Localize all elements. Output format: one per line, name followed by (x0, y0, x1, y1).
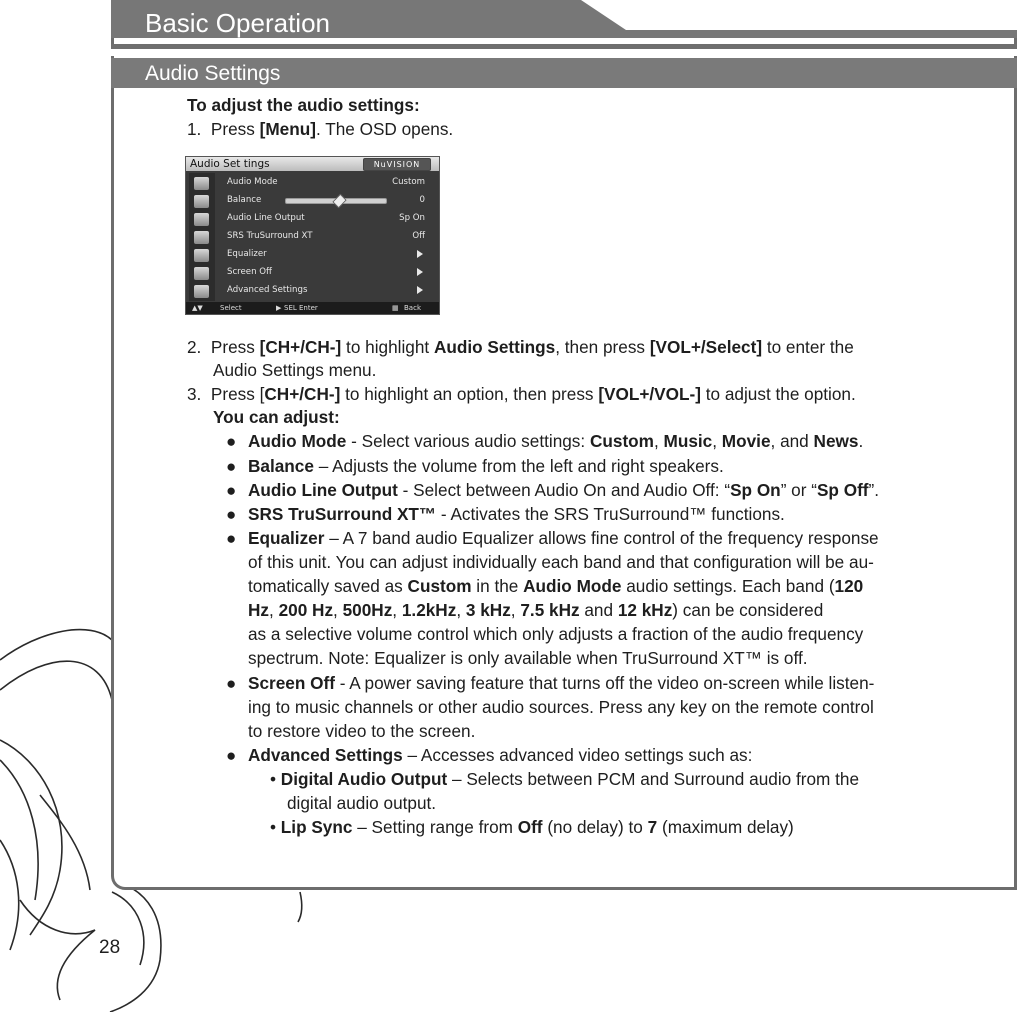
bullet-srs: SRS TruSurround XT™ - Activates the SRS TruSurround™ functions. (248, 504, 785, 524)
bullet-dot: ● (226, 746, 237, 765)
brand-logo: NuVISION (363, 158, 431, 171)
slider-knob (332, 194, 346, 208)
subsection-title: Audio Settings (145, 62, 281, 85)
osd-row-balance: Balance 0 (227, 191, 425, 209)
equalizer-line-2: of this unit. You can adjust individually each band and that configuration will be au- (248, 552, 874, 572)
step-3: 3. Press [CH+/CH-] to highlight an option, then press [VOL+/VOL-] to adjust the option. (187, 384, 856, 404)
bullet-dot: ● (226, 529, 237, 548)
bullet-equalizer: Equalizer – A 7 band audio Equalizer allows fine control of the frequency response (248, 528, 879, 548)
section-title: Basic Operation (145, 8, 330, 38)
bullet-dot: ● (226, 505, 237, 524)
osd-row-audio-mode: Audio Mode Custom (227, 177, 425, 187)
osd-row-screen-off: Screen Off (227, 263, 425, 281)
osd-row-advanced: Advanced Settings (227, 281, 425, 299)
help-icon (194, 285, 209, 298)
osd-select-hint: Select (220, 304, 242, 312)
step-2-line-2: Audio Settings menu. (213, 360, 377, 380)
bullet-audio-mode: Audio Mode - Select various audio settings: Custom, Music, Movie, and News. (248, 431, 864, 451)
submenu-arrow-icon (417, 250, 423, 258)
menu-key-icon: ▦ (392, 304, 399, 312)
bullet-balance: Balance – Adjusts the volume from the left and right speakers. (248, 456, 724, 476)
bullet-audio-line-output: Audio Line Output - Select between Audio On and Audio Off: “Sp On” or “Sp Off”. (248, 480, 880, 500)
step-1: 1. Press [Menu]. The OSD opens. (187, 119, 454, 139)
screen-off-line-2: ing to music channels or other audio sources. Press any key on the remote control (248, 697, 874, 717)
bullet-screen-off: Screen Off - A power saving feature that turns off the video on-screen while listen- (248, 673, 875, 693)
you-can-adjust: You can adjust: (213, 407, 340, 427)
osd-title: Audio Set tings (190, 158, 270, 170)
bullet-dot: ● (226, 457, 237, 476)
bullet-dot: ● (226, 432, 237, 451)
sub-bullet-lip-sync: • Lip Sync – Setting range from Off (no delay) to 7 (maximum delay) (270, 817, 794, 837)
bullet-dot: ● (226, 481, 237, 500)
digital-audio-line-2: digital audio output. (287, 793, 437, 813)
osd-row-audio-line-output: Audio Line Output Sp On (227, 213, 425, 223)
bullet-advanced-settings: Advanced Settings – Accesses advanced video settings such as: (248, 745, 753, 765)
sub-bullet-digital-audio-output: • Digital Audio Output – Selects between PCM and Surround audio from the (270, 769, 860, 789)
equalizer-line-6: spectrum. Note: Equalizer is only available when TruSurround XT™ is off. (248, 648, 808, 668)
screen-off-line-3: to restore video to the screen. (248, 721, 476, 741)
osd-title-bar (186, 157, 439, 171)
picture-icon (194, 177, 209, 190)
osd-row-srs: SRS TruSurround XT Off (227, 231, 425, 241)
equalizer-line-3: tomatically saved as Custom in the Audio Mode audio settings. Each band (120 (248, 576, 864, 596)
play-arrow-icon: ▶ (276, 304, 282, 312)
osd-screenshot (185, 156, 440, 315)
osd-enter-hint: SEL Enter (284, 304, 318, 312)
submenu-arrow-icon (417, 286, 423, 294)
osd-back-hint: Back (404, 304, 421, 312)
source-icon (194, 267, 209, 280)
up-down-arrows-icon: ▲▼ (192, 304, 203, 312)
setup-icon (194, 231, 209, 244)
page-number: 28 (99, 937, 121, 958)
osd-footer (186, 302, 439, 314)
bullet-dot: ● (226, 674, 237, 693)
osd-icon-column (189, 173, 215, 301)
osd-row-equalizer: Equalizer (227, 245, 425, 263)
equalizer-line-4: Hz, 200 Hz, 500Hz, 1.2kHz, 3 kHz, 7.5 kHz and 12 kHz) can be considered (248, 600, 824, 620)
equalizer-line-5: as a selective volume control which only adjusts a fraction of the audio frequency (248, 624, 864, 644)
audio-icon (194, 195, 209, 208)
lock-icon (194, 249, 209, 262)
balance-slider (285, 198, 387, 204)
step-2: 2. Press [CH+/CH-] to highlight Audio Settings, then press [VOL+/Select] to enter the (187, 337, 854, 357)
submenu-arrow-icon (417, 268, 423, 276)
channel-icon (194, 213, 209, 226)
intro-heading: To adjust the audio settings: (187, 95, 420, 115)
